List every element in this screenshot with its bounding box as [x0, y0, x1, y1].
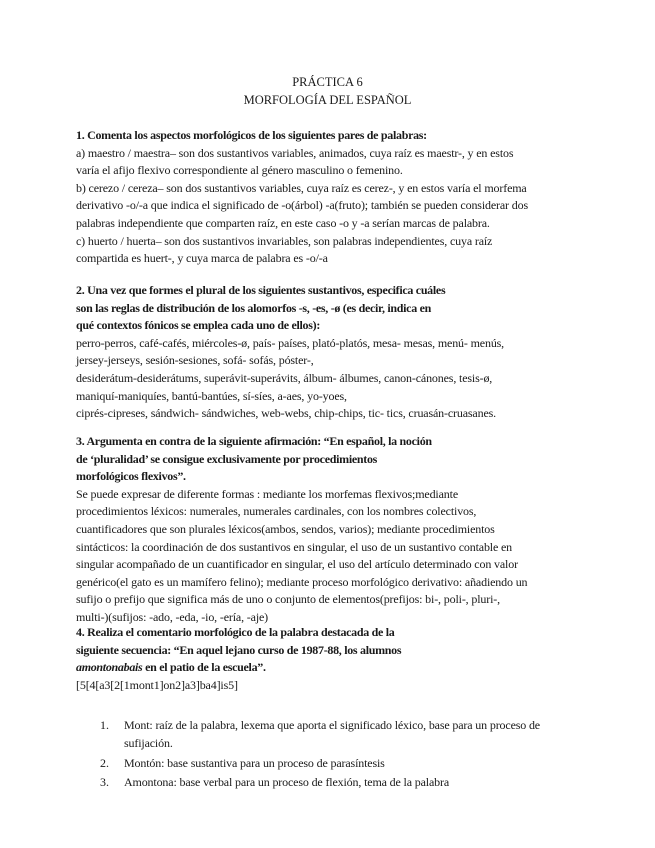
highlighted-word: amontonabais	[76, 660, 143, 675]
list-item: Amontona: base verbal para un proceso de flexión, tema de la palabra	[124, 775, 449, 789]
answer-line: a) maestro / maestra– son dos sustantivos variables, animados, cuya raíz es maestr-, y en estos	[76, 145, 514, 160]
list-number: 1.	[100, 718, 109, 732]
answer-line: multi-)(sufijos: -ado, -eda, -io, -ería, -aje)	[76, 609, 269, 624]
answer-line: derivativo -o/-a que indica el significado de -o(árbol) -a(fruto); también se pueden considerar dos	[76, 198, 528, 213]
answer-line: b) cerezo / cereza– son dos sustantivos variables, cuya raíz es cerez-, y en estos varía el morfema	[76, 180, 527, 195]
page-subtitle: MORFOLOGÍA DEL ESPAÑOL	[243, 93, 412, 107]
list-item: Montón: base sustantiva para un proceso de parasíntesis	[124, 756, 385, 770]
question-4-heading: 4. Realiza el comentario morfológico de la palabra destacada de la	[76, 625, 395, 639]
question-2-heading: son las reglas de distribución de los alomorfos -s, -es, -ø (es decir, indica en	[76, 300, 432, 315]
morphological-analysis: [5[4[a3[2[1mont1]on2]a3]ba4]is5]	[76, 677, 238, 692]
answer-line: c) huerto / huerta– son dos sustantivos invariables, son palabras independientes, cuya raíz	[76, 233, 493, 248]
answer-line: compartida es huert-, y cuya marca de palabra es -o/-a	[76, 251, 328, 266]
answer-line: sintácticos: la coordinación de dos sustantivos en singular, el uso de un sustantivo contable en	[76, 539, 513, 554]
answer-line: Se puede expresar de diferente formas : mediante los morfemas flexivos;mediante	[76, 486, 459, 501]
question-1-heading: 1. Comenta los aspectos morfológicos de los siguientes pares de palabras:	[76, 128, 427, 142]
list-number: 2.	[100, 756, 109, 770]
question-4	[76, 624, 581, 694]
answer-line: singular acompañado de un cuantificador en singular, el uso del artículo determinado con valor	[76, 557, 518, 572]
question-3-heading: de ‘pluralidad’ se consigue exclusivamente por procedimientos	[76, 451, 378, 466]
question-1	[76, 127, 581, 268]
answer-line: ciprés-cipreses, sándwich- sándwiches, web-webs, chip-chips, tic- tics, cruasán-cruasanes.	[76, 406, 497, 421]
question-2-heading: 2. Una vez que formes el plural de los siguientes sustantivos, especifica cuáles	[76, 283, 446, 297]
question-4-heading: siguiente secuencia: “En aquel lejano curso de 1987-88, los alumnos	[76, 642, 402, 657]
answer-line: procedimientos léxicos: numerales, numerales cardinales, con los nombres colectivos,	[76, 504, 477, 519]
list-number: 3.	[100, 775, 109, 789]
question-4-heading-last	[76, 659, 581, 677]
heading-tail: en el patio de la escuela”.	[142, 660, 266, 675]
answer-line: palabras independiente que comparten raíz, en este caso -o y -a serían marcas de palabra.	[76, 215, 490, 230]
list-item: Mont: raíz de la palabra, lexema que aporta el significado léxico, base para un proceso de	[124, 718, 540, 732]
answer-line: desiderátum-desiderátums, superávit-superávits, álbum- álbumes, canon-cánones, tesis-ø,	[76, 370, 493, 385]
question-3	[76, 433, 581, 627]
answer-line: cuantificadores que son plurales léxicos(ambos, sendos, varios); mediante procedimientos	[76, 521, 495, 536]
question-3-heading: morfológicos flexivos”.	[76, 469, 186, 484]
answer-line: varía el afijo flexivo correspondiente al género masculino o femenino.	[76, 163, 403, 178]
answer-line: perro-perros, café-cafés, miércoles-ø, país- países, plató-platós, mesa- mesas, menú- menús,	[76, 335, 505, 350]
question-2-heading: qué contextos fónicos se emplea cada uno de ellos):	[76, 318, 321, 333]
answer-line: maniquí-maniquíes, bantú-bantúes, sí-síes, a-aes, yo-yoes,	[76, 388, 347, 403]
answer-line: jersey-jerseys, sesión-sesiones, sofá- sofás, póster-,	[76, 353, 314, 368]
answer-line: genérico(el gato es un mamífero felino); mediante proceso morfológico derivativo: añadiendo un	[76, 574, 528, 589]
question-3-heading: 3. Argumenta en contra de la siguiente afirmación: “En español, la noción	[76, 434, 432, 448]
page-title: PRÁCTICA 6	[292, 75, 363, 89]
answer-line: sufijo o prefijo que significa más de uno o conjunto de elementos(prefijos: bi-, poli-, pluri-,	[76, 592, 500, 607]
list-item-continuation: sufijación.	[124, 736, 173, 750]
question-2	[76, 282, 581, 423]
